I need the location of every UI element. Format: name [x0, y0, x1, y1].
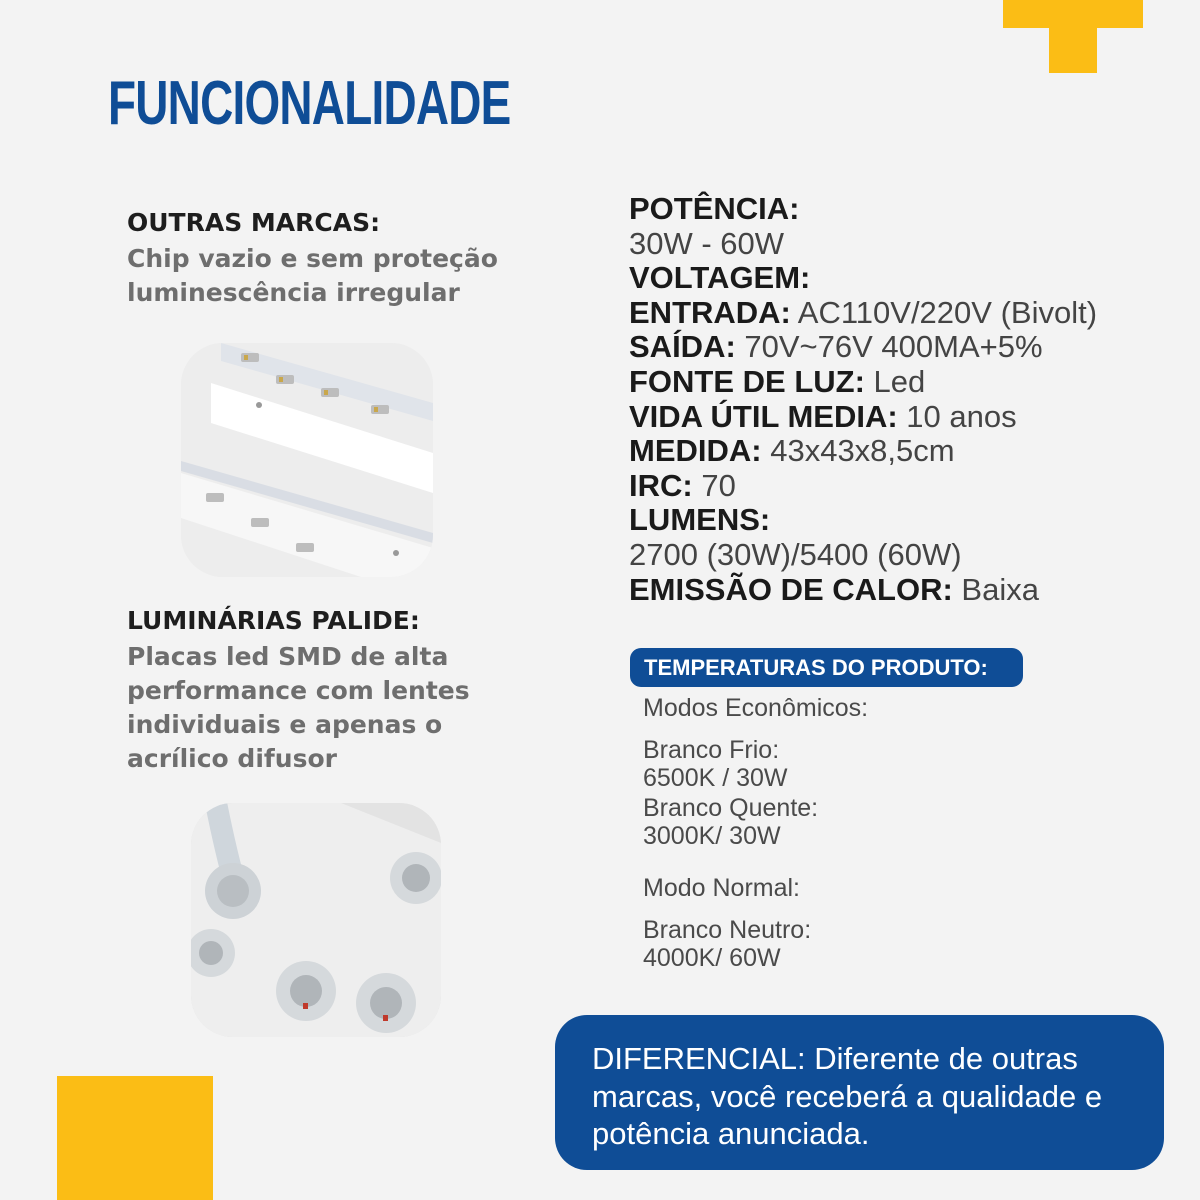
decorative-yellow-square [57, 1076, 213, 1200]
spec-vida-util: VIDA ÚTIL MEDIA: 10 anos [629, 398, 1017, 434]
outras-marcas-heading: OUTRAS MARCAS: [127, 208, 381, 237]
palide-led-lens-board-photo [191, 803, 441, 1037]
diferencial-text: DIFERENCIAL: Diferente de outras marcas, você receberá a qualidade e potência anunciada. [592, 1041, 1103, 1151]
modos-economicos-label: Modos Econômicos: [643, 694, 869, 722]
spec-fonte-de-luz: FONTE DE LUZ: Led [629, 363, 926, 399]
spec-medida: MEDIDA: 43x43x8,5cm [629, 433, 955, 469]
spec-voltagem: VOLTAGEM: [629, 260, 811, 296]
description-line: luminescência irregular [127, 278, 460, 307]
spec-entrada: ENTRADA: AC110V/220V (Bivolt) [629, 294, 1098, 330]
description-line: individuais e apenas o [127, 710, 443, 739]
branco-frio-label: Branco Frio: [643, 736, 780, 764]
palide-heading: LUMINÁRIAS PALIDE: [127, 606, 420, 635]
diferencial-box [555, 1015, 1164, 1170]
spec-list [629, 192, 1097, 607]
description-line: acrílico difusor [127, 744, 337, 773]
description-line: Placas led SMD de alta [127, 642, 449, 671]
spec-potencia: POTÊNCIA: [629, 191, 800, 226]
decorative-yellow-bar [1049, 0, 1097, 73]
other-brand-led-board-photo [181, 343, 433, 577]
spec-lumens-value: 2700 (30W)/5400 (60W) [629, 536, 962, 572]
branco-quente-label: Branco Quente: [643, 794, 819, 822]
spec-potencia-value: 30W - 60W [629, 225, 785, 261]
branco-neutro-value: 4000K/ 60W [643, 944, 781, 972]
outras-marcas-description [127, 242, 498, 310]
spec-irc: IRC: 70 [629, 467, 736, 503]
spec-saida: SAÍDA: 70V~76V 400MA+5% [629, 329, 1043, 365]
spec-emissao-de-calor: EMISSÃO DE CALOR: Baixa [629, 571, 1039, 607]
branco-quente-value: 3000K/ 30W [643, 822, 781, 850]
palide-description [127, 640, 470, 776]
temperaturas-badge: TEMPERATURAS DO PRODUTO: [630, 648, 1023, 687]
spec-lumens: LUMENS: [629, 502, 771, 538]
branco-neutro-label: Branco Neutro: [643, 916, 812, 944]
page-title: FUNCIONALIDADE [108, 69, 511, 138]
description-line: Chip vazio e sem proteção [127, 244, 498, 273]
modo-normal-label: Modo Normal: [643, 874, 800, 902]
branco-frio-value: 6500K / 30W [643, 764, 788, 792]
description-line: performance com lentes [127, 676, 470, 705]
